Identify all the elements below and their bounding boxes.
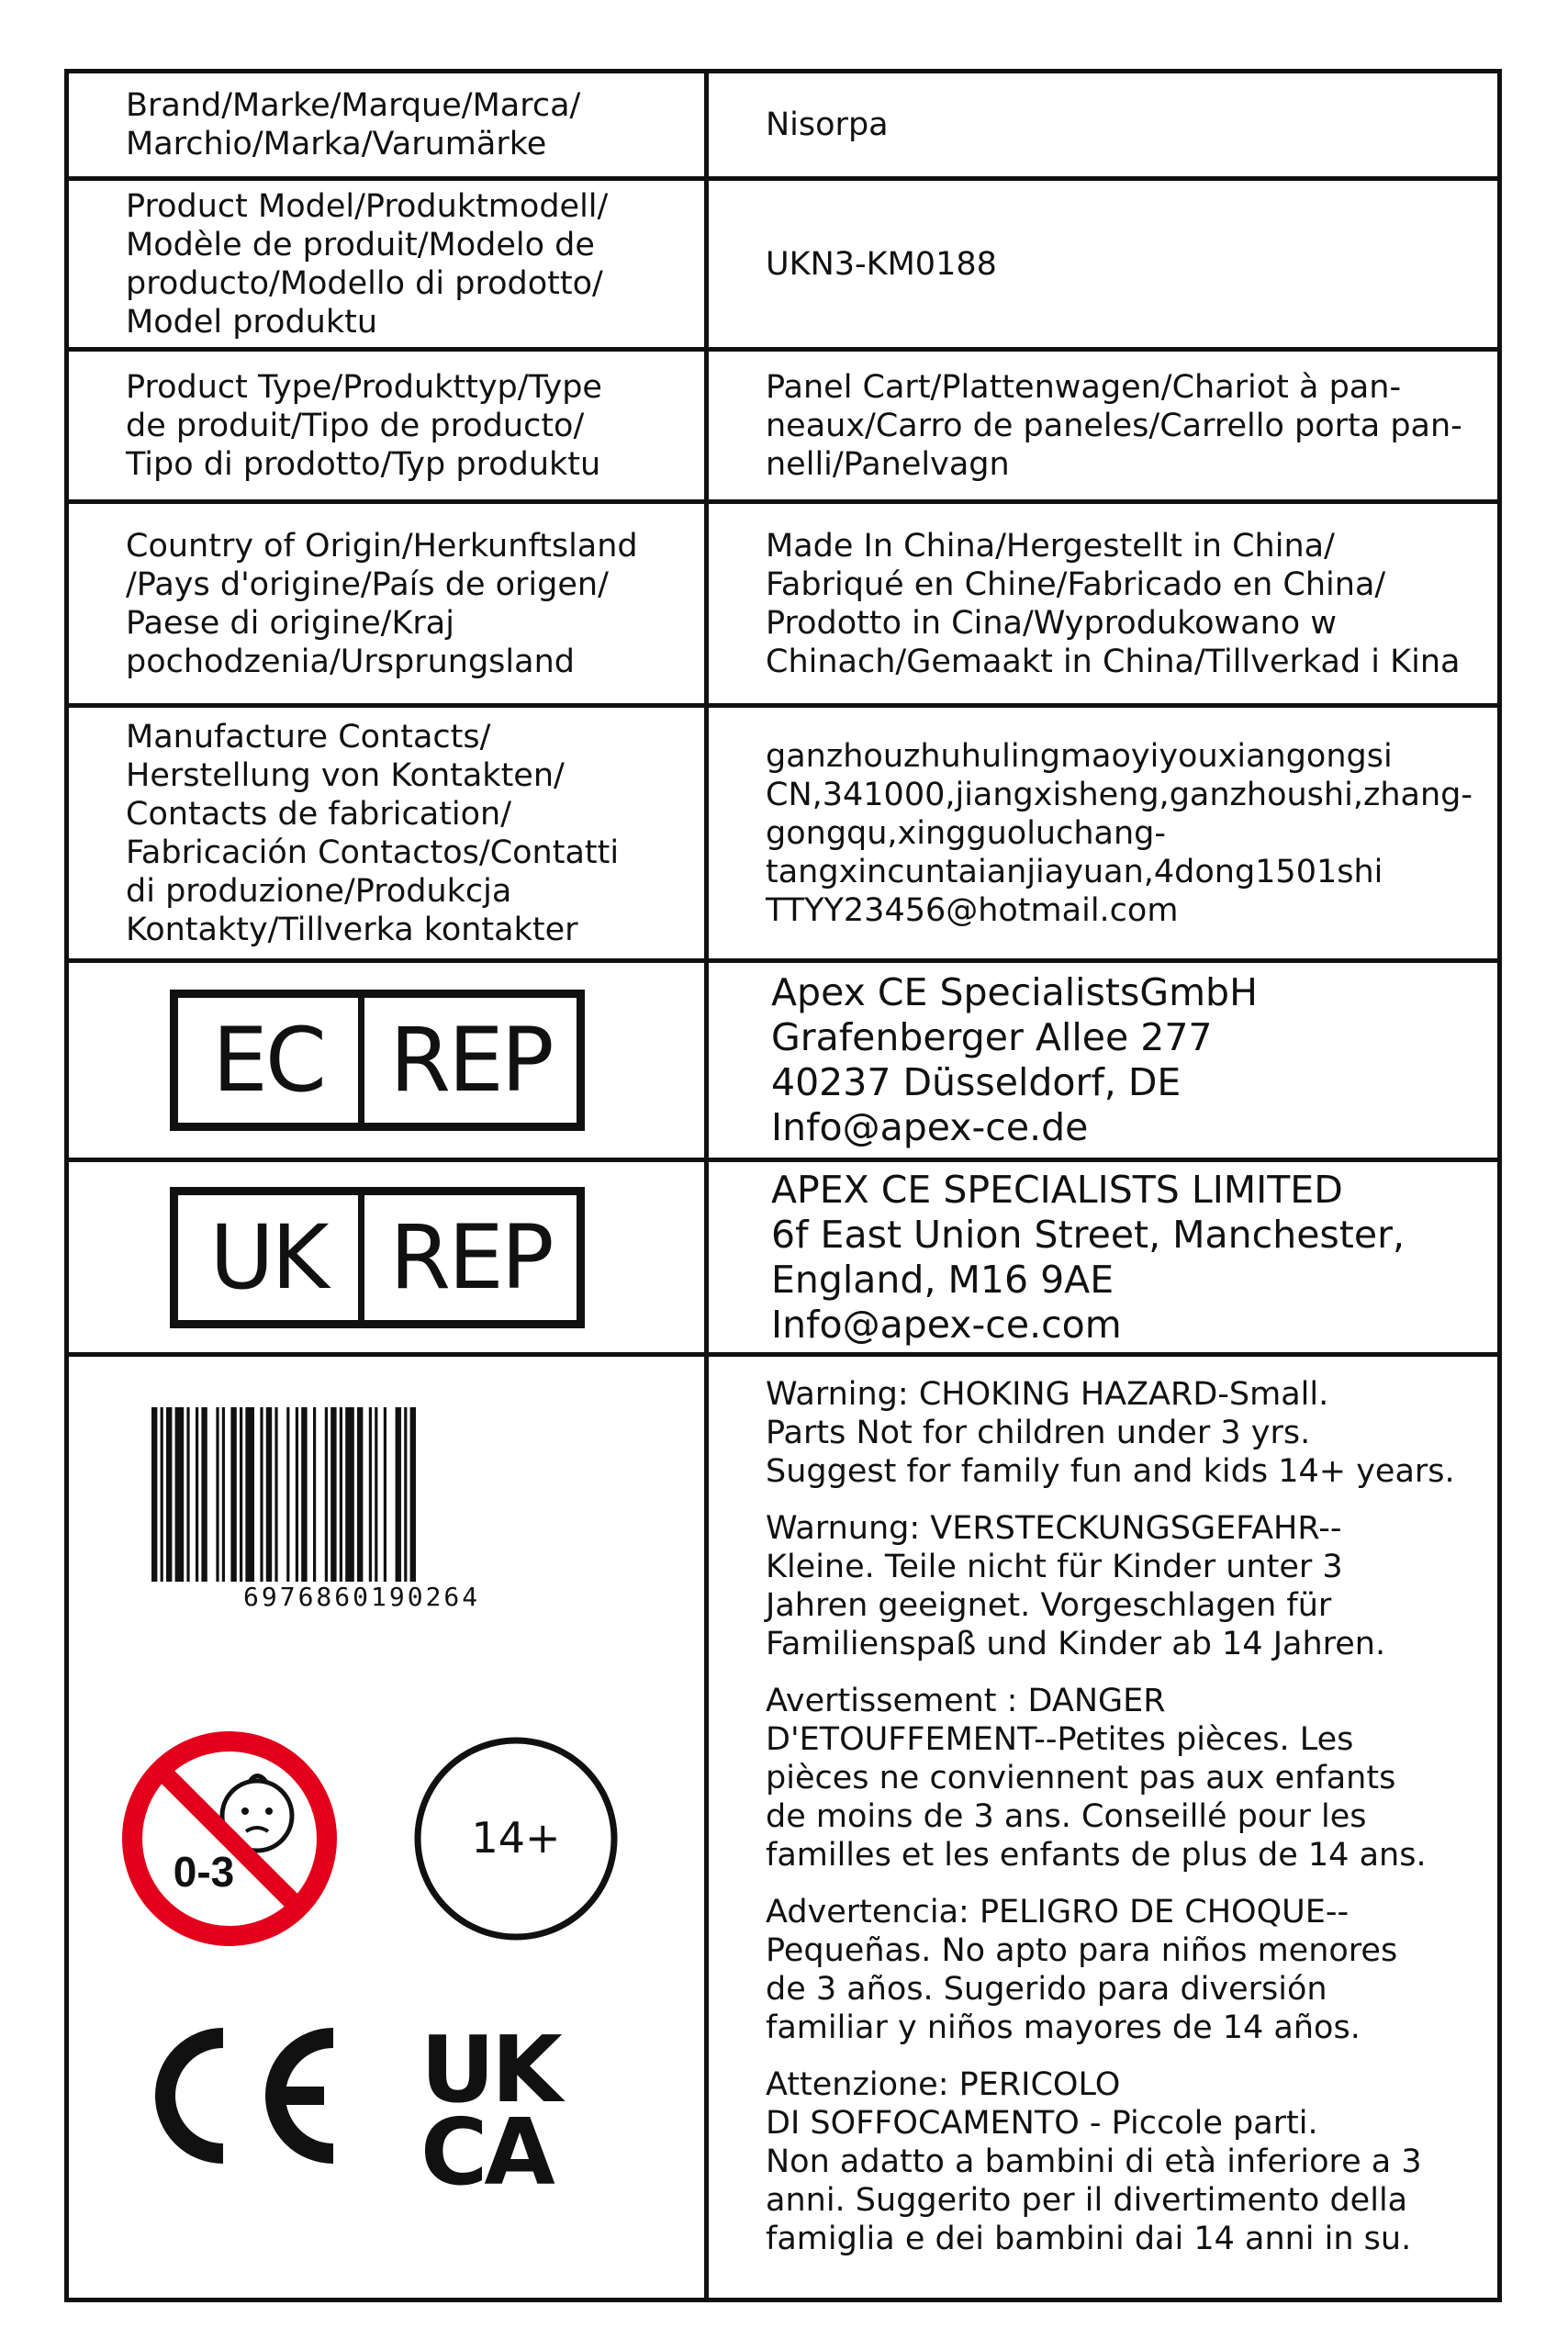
warning-line: familles et les enfants de plus de 14 ans. xyxy=(766,1837,1427,1874)
product-label-table xyxy=(64,69,1502,2302)
warning-line: Pequeñas. No apto para niños menores xyxy=(766,1932,1398,1969)
barcode-bar xyxy=(230,1407,236,1582)
type-value: Panel Cart/Plattenwagen/Chariot à pan- neaux/Carro de paneles/Carrello porta pan- nelli/Panelvagn xyxy=(766,368,1462,483)
brand-row xyxy=(67,72,1500,179)
warning-paragraph xyxy=(766,1509,1470,1663)
warnings-row xyxy=(67,1355,1500,2300)
barcode-bar xyxy=(345,1407,354,1582)
origin-row xyxy=(67,502,1500,706)
type-row xyxy=(67,350,1500,502)
barcode-bar xyxy=(196,1407,198,1582)
ce-mark xyxy=(136,2027,347,2165)
ec-rep-symbol xyxy=(170,990,585,1131)
warning-paragraph xyxy=(766,1893,1470,2047)
barcode-bar xyxy=(161,1407,163,1582)
warning-line: Advertencia: PELIGRO DE CHOQUE-- xyxy=(766,1894,1350,1930)
model-label: Product Model/Produktmodell/ Modèle de produit/Modelo de producto/Modello di prodotto/ Model produktu xyxy=(126,187,609,341)
barcode-bar xyxy=(296,1407,298,1582)
uk-rep-symbol xyxy=(170,1187,585,1328)
barcode-number: 6976860190264 xyxy=(243,1582,481,1612)
warning-line: anni. Suggerito per il divertimento della xyxy=(766,2182,1408,2219)
warning-line: Warnung: VERSTECKUNGSGEFAHR-- xyxy=(766,1510,1342,1547)
barcode-bar xyxy=(274,1407,277,1582)
warning-line: Non adatto a bambini di età inferiore a 3 xyxy=(766,2143,1422,2180)
age14-text: 14+ xyxy=(471,1813,561,1863)
uk-rep-address: APEX CE SPECIALISTS LIMITED 6f East Union Street, Manchester, England, M16 9AE Info@apex-ce.com xyxy=(771,1167,1405,1347)
uk-rep-row xyxy=(67,1160,1500,1355)
symbols-panel xyxy=(69,1357,704,2298)
contacts-label: Manufacture Contacts/ Herstellung von Kontakten/ Contacts de fabrication/ Fabricación Contactos/Contatti di produzione/Produkcja Kontakty/Tillverka kontakter xyxy=(126,718,620,948)
ec-rep-address: Apex CE SpecialistsGmbH Grafenberger Allee 277 40237 Düsseldorf, DE Info@apex-ce.de xyxy=(771,970,1258,1149)
warning-line: Warning: CHOKING HAZARD-Small. xyxy=(766,1376,1329,1413)
barcode-bar xyxy=(340,1407,342,1582)
ukca-top: UK xyxy=(420,2016,559,2123)
origin-value: Made In China/Hergestellt in China/ Fabriqué en Chine/Fabricado en China/ Prodotto in Cina/Wyprodukowano w Chinach/Gemaakt in China/Tillverkad i Kina xyxy=(766,527,1461,680)
warning-paragraph xyxy=(766,1375,1470,1491)
warning-paragraph xyxy=(766,2065,1470,2258)
warning-line: DI SOFFOCAMENTO - Piccole parti. xyxy=(766,2105,1318,2142)
age-14-plus-icon xyxy=(410,1733,622,1944)
ukca-bottom: CA xyxy=(420,2098,552,2206)
warning-line: Suggest for family fun and kids 14+ years. xyxy=(766,1453,1455,1490)
barcode-bar xyxy=(260,1407,263,1582)
barcode-bar xyxy=(369,1407,372,1582)
brand-value: Nisorpa xyxy=(766,106,889,143)
brand-label: Brand/Marke/Marque/Marca/ Marchio/Marka/Varumärke xyxy=(126,87,581,162)
model-value: UKN3-KM0188 xyxy=(766,245,997,283)
warning-line: Avertissement : DANGER xyxy=(766,1683,1166,1719)
warning-line: Parts Not for children under 3 yrs. xyxy=(766,1415,1311,1451)
warning-line: pièces ne conviennent pas aux enfants xyxy=(766,1760,1396,1796)
contacts-row xyxy=(67,706,1500,961)
type-label: Product Type/Produkttyp/Type de produit/Tipo de producto/ Tipo di prodotto/Typ produktu xyxy=(126,368,602,483)
barcode-bar xyxy=(313,1407,316,1582)
ec-rep-row xyxy=(67,961,1500,1160)
barcode-bar xyxy=(357,1407,363,1582)
warning-line: Attenzione: PERICOLO xyxy=(766,2066,1121,2103)
warnings-text xyxy=(709,1357,1497,2295)
barcode-bar xyxy=(301,1407,307,1582)
warning-line: de 3 años. Sugerido para diversión xyxy=(766,1971,1327,2008)
warning-line: Jahren geeignet. Vorgeschlagen für xyxy=(766,1587,1332,1624)
contacts-value: ganzhouzhuhulingmaoyiyouxiangongsi CN,341000,jiangxisheng,ganzhoushi,zhang- gongqu,xingguoluchang- tangxincuntaianjiayuan,4dong1501shi TTYY23456@hotmail.com xyxy=(766,737,1473,929)
warning-line: de moins de 3 ans. Conseillé pour les xyxy=(766,1798,1367,1835)
barcode-bar xyxy=(396,1407,401,1582)
barcode-bar xyxy=(240,1407,242,1582)
uk-rep-left: UK xyxy=(178,1195,364,1320)
warning-line: Familienspaß und Kinder ab 14 Jahren. xyxy=(766,1626,1386,1662)
origin-label: Country of Origin/Herkunftsland /Pays d'origine/País de origen/ Paese di origine/Kraj pochodzenia/Ursprungsland xyxy=(126,527,638,680)
no-under-3-icon xyxy=(119,1729,340,1949)
uk-rep-right: REP xyxy=(389,1205,552,1309)
barcode-bar xyxy=(404,1407,407,1582)
barcode-bar xyxy=(245,1407,254,1582)
warning-line: familiar y niños mayores de 14 años. xyxy=(766,2009,1361,2046)
barcode-bar xyxy=(410,1407,416,1582)
barcode-bar xyxy=(216,1407,218,1582)
barcode xyxy=(151,1407,592,1586)
ukca-mark xyxy=(420,2016,595,2206)
barcode-bar xyxy=(222,1407,225,1582)
warning-line: Kleine. Teile nicht für Kinder unter 3 xyxy=(766,1549,1343,1585)
barcode-bar xyxy=(175,1407,185,1582)
barcode-bar xyxy=(266,1407,272,1582)
barcode-bar xyxy=(151,1407,157,1582)
barcode-bar xyxy=(325,1407,328,1582)
barcode-bar xyxy=(330,1407,336,1582)
barcode-bar xyxy=(186,1407,189,1582)
barcode-bar xyxy=(286,1407,289,1582)
barcode-bar xyxy=(166,1407,172,1582)
ec-rep-left: EC xyxy=(178,998,364,1123)
warning-line: famiglia e dei bambini dai 14 anni in su. xyxy=(766,2221,1412,2257)
model-row xyxy=(67,179,1500,350)
ec-rep-right: REP xyxy=(389,1009,552,1112)
warning-paragraph xyxy=(766,1682,1470,1874)
barcode-bar xyxy=(384,1407,386,1582)
barcode-bar xyxy=(201,1407,207,1582)
warning-line: D'ETOUFFEMENT--Petites pièces. Les xyxy=(766,1721,1354,1758)
under3-text: 0-3 xyxy=(173,1848,235,1896)
barcode-bar xyxy=(375,1407,377,1582)
